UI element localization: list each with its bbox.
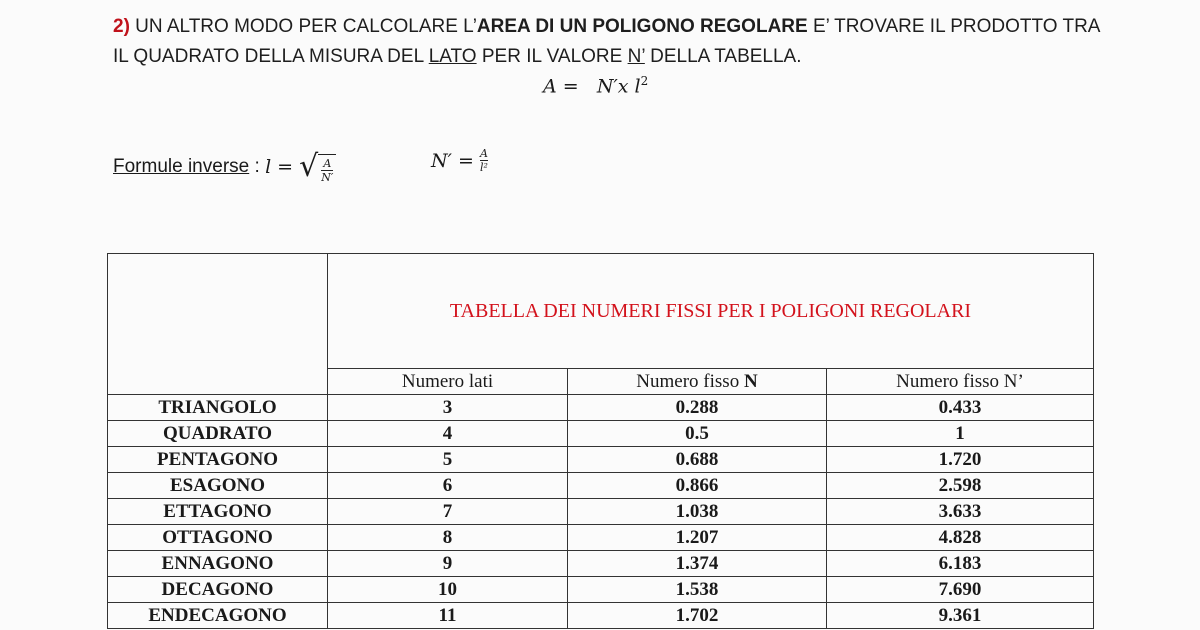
polygon-name: DECAGONO [108,577,328,603]
nprime-denominator: l² [479,161,488,174]
nprime-equals: N′ = [431,149,474,172]
heading-bold-text: AREA DI UN POLIGONO REGOLARE [476,16,808,37]
table-row [108,551,1094,577]
fixed-number-n: 1.038 [568,499,827,525]
sqrt-numerator: A [323,157,332,170]
heading-line-1 [113,12,1113,42]
sqrt-denominator: N′ [321,171,334,184]
section-number: 2) [113,16,130,37]
fixed-number-nprime: 6.183 [827,551,1094,577]
inverse-separator: : [249,156,266,177]
polygon-name: ENNAGONO [108,551,328,577]
table-row [108,525,1094,551]
sqrt-expression [299,150,336,184]
sides-count: 5 [328,447,568,473]
polygon-name: ETTAGONO [108,499,328,525]
fixed-number-n: 1.538 [568,577,827,603]
table-corner-cell [108,254,328,395]
area-formula [543,74,648,97]
table-row [108,577,1094,603]
polygon-table [107,253,1094,629]
heading-text-1: UN ALTRO MODO PER CALCOLARE L’ [129,16,477,37]
fixed-number-nprime: 9.361 [827,603,1094,629]
table-row [108,603,1094,629]
table-row [108,421,1094,447]
sides-count: 3 [328,395,568,421]
formula-exponent: 2 [640,74,649,88]
polygon-name: ESAGONO [108,473,328,499]
column-header-n: Numero fisso N [568,369,827,395]
fixed-number-nprime: 2.598 [827,473,1094,499]
table-body [108,395,1094,629]
fixed-number-n: 1.207 [568,525,827,551]
nprime-inverse [431,147,488,174]
sides-count: 6 [328,473,568,499]
fixed-number-n: 0.866 [568,473,827,499]
sides-count: 7 [328,499,568,525]
polygon-name: OTTAGONO [108,525,328,551]
heading-text-4: PER IL VALORE [476,46,628,67]
table-title-row [108,254,1094,369]
polygon-name: PENTAGONO [108,447,328,473]
fixed-number-nprime: 4.828 [827,525,1094,551]
sides-count: 10 [328,577,568,603]
table-row [108,499,1094,525]
fixed-number-nprime: 1.720 [827,447,1094,473]
fixed-number-nprime: 1 [827,421,1094,447]
polygon-name: TRIANGOLO [108,395,328,421]
polygon-name: ENDECAGONO [108,603,328,629]
column-header-nprime: Numero fisso N’ [827,369,1094,395]
nprime-word: N’ [627,46,645,67]
nprime-fraction [480,147,488,174]
l-equals: l = [265,156,294,178]
heading-text-3: IL QUADRATO DELLA MISURA DEL [113,46,429,67]
inverse-label: Formule inverse [113,156,250,177]
fixed-number-n: 1.702 [568,603,827,629]
sides-count: 8 [328,525,568,551]
table-row [108,473,1094,499]
fixed-number-n: 0.288 [568,395,827,421]
nprime-numerator: A [479,147,488,160]
sides-count: 4 [328,421,568,447]
fixed-number-nprime: 3.633 [827,499,1094,525]
heading-text-2: E’ TROVARE IL PRODOTTO TRA [807,16,1101,37]
column-header-lati: Numero lati [328,369,568,395]
sqrt-fraction [318,154,336,184]
fixed-number-n: 0.688 [568,447,827,473]
heading-text-5: DELLA TABELLA. [644,46,802,67]
sides-count: 11 [328,603,568,629]
table-row [108,447,1094,473]
table-title: TABELLA DEI NUMERI FISSI PER I POLIGONI REGOLARI [328,254,1094,369]
heading-line-2 [113,42,1113,72]
fixed-number-nprime: 7.690 [827,577,1094,603]
fixed-number-n: 1.374 [568,551,827,577]
radical-icon: √ [299,149,319,184]
inverse-formulas [113,150,336,184]
section-heading [113,12,1113,72]
sides-count: 9 [328,551,568,577]
polygon-name: QUADRATO [108,421,328,447]
lato-word: LATO [428,46,477,67]
formula-rhs: N′x l [596,75,641,98]
table-row [108,395,1094,421]
formula-lhs: A = [543,75,579,98]
fixed-number-nprime: 0.433 [827,395,1094,421]
fixed-number-n: 0.5 [568,421,827,447]
